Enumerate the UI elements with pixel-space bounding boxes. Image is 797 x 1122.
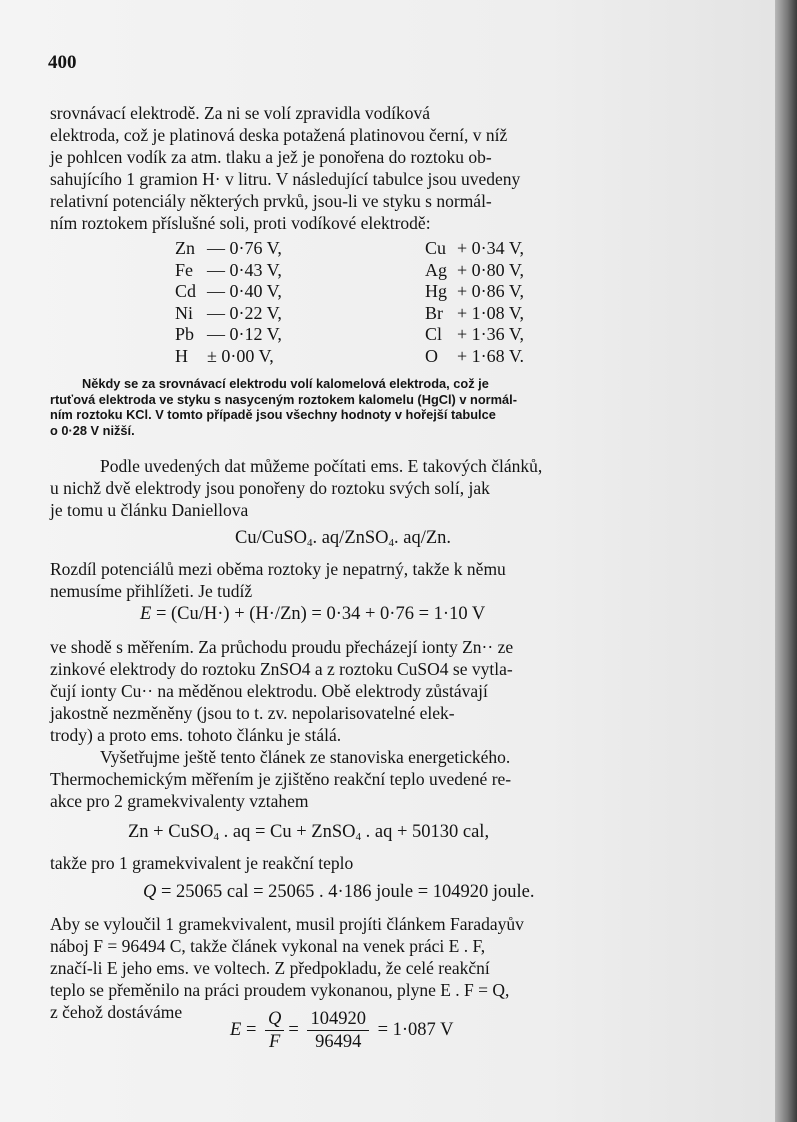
equation-part: = 25065 cal = 25065 . 4·186 joule = 104920 joule. <box>161 882 535 902</box>
potential-value: ± 0·00 V, <box>207 345 274 366</box>
equation-part: = (Cu/H·) + (H·/Zn) = 0·34 + 0·76 = 1·10 V <box>155 604 486 624</box>
denominator: 96494 <box>315 1032 362 1052</box>
element-symbol: Ni <box>175 302 193 323</box>
potential-value: — 0·12 V, <box>207 324 282 344</box>
text-line: ním roztoku KCl. V tomto případě jsou všechny hodnoty v hořejší tabulce <box>50 407 496 422</box>
paragraph-ions <box>50 636 678 812</box>
text-line: značí-li E jeho ems. ve voltech. Z předpokladu, že celé reakční <box>50 958 490 978</box>
paragraph-faraday <box>50 913 678 1023</box>
equation-part: Zn + CuSO <box>128 822 214 842</box>
text-line: Rozdíl potenciálů mezi oběma roztoky je nepatrný, takže k němu <box>50 559 506 579</box>
text-line: sahujícího 1 gramion H· v litru. V následující tabulce jsou uvedeny <box>50 169 521 189</box>
numerator: 104920 <box>307 1008 369 1031</box>
equation-part: . aq/Zn. <box>394 528 452 548</box>
text-line: Někdy se za srovnávací elektrodu volí kalomelová elektroda, což je <box>82 376 489 391</box>
text-line: zinkové elektrody do roztoku ZnSO4 a z roztoku CuSO4 se vytla- <box>50 659 513 679</box>
equation-part: . aq/ZnSO <box>312 528 389 548</box>
element-symbol: Cu <box>425 238 447 258</box>
numerator: Q <box>265 1008 284 1031</box>
text-line: elektroda, což je platinová deska potažená platinovou černí, v níž <box>50 125 508 145</box>
potential-value: + 1·08 V, <box>457 302 524 323</box>
element-symbol: Fe <box>175 259 193 280</box>
potential-value: — 0·22 V, <box>207 302 282 323</box>
text-line: teplo se přeměnilo na práci proudem vykonanou, plyne E . F = Q, <box>50 980 510 1000</box>
potentials-left-column <box>175 238 435 367</box>
text-line: relativní potenciály některých prvků, jsou-li ve styku s normál- <box>50 191 492 211</box>
equation-variable: E <box>230 1019 242 1040</box>
page-number: 400 <box>48 52 77 73</box>
paragraph-potential-difference <box>50 558 678 602</box>
text-line: rtuťová elektroda ve styku s nasyceným roztokem kalomelu (HgCl) v normál- <box>50 391 517 407</box>
subscript: 4 <box>213 831 219 843</box>
fraction-numeric <box>307 1008 369 1053</box>
element-symbol: O <box>425 345 438 366</box>
element-symbol: Pb <box>175 324 195 344</box>
equation-part: . aq = Cu + ZnSO <box>218 822 356 842</box>
paragraph-daniell <box>50 455 678 521</box>
subscript: 4 <box>388 537 395 549</box>
text-line: akce pro 2 gramekvivalenty vztahem <box>50 791 309 811</box>
text-line: srovnávací elektrodě. Za ni se volí zpravidla vodíková <box>50 103 431 123</box>
element-symbol: H <box>175 345 188 366</box>
text-line: z čehož dostáváme <box>50 1002 183 1022</box>
potential-value: + 0·34 V, <box>457 238 524 258</box>
equation-emf <box>140 604 485 625</box>
element-symbol: Ag <box>425 259 447 280</box>
text-line: náboj F = 96494 C, takže článek vykonal na venek práci E . F, <box>50 936 486 956</box>
potential-value: — 0·40 V, <box>207 281 282 301</box>
equation-heat <box>143 882 535 903</box>
equation-variable: Q <box>143 882 157 902</box>
text-line: čují ionty Cu·· na měděnou elektrodu. Obě elektrody zůstávají <box>50 681 488 701</box>
text-line: trody) a proto ems. tohoto článku je stálá. <box>50 725 342 745</box>
element-symbol: Cl <box>425 324 443 344</box>
equation-reaction <box>128 822 489 843</box>
text-line: ním roztokem příslušné soli, proti vodíkové elektrodě: <box>50 213 431 233</box>
denominator: F <box>269 1032 281 1052</box>
footnote-paragraph <box>50 376 675 438</box>
text-line: je pohlcen vodík za atm. tlaku a jež je ponořena do roztoku ob- <box>50 147 492 167</box>
text-line: Vyšetřujme ještě tento článek ze stanoviska energetického. <box>100 747 511 767</box>
text-line: Aby se vyloučil 1 gramekvivalent, musil projíti článkem Faradayův <box>50 914 524 934</box>
text-line: jakostně nezměněny (jsou to t. zv. nepolarisovatelné elek- <box>50 703 455 723</box>
text-line: nemusíme přihlížeti. Je tudíž <box>50 581 253 601</box>
fraction-q-over-f <box>265 1008 284 1053</box>
paragraph-heat <box>50 852 678 874</box>
element-symbol: Cd <box>175 281 197 301</box>
potential-value: — 0·43 V, <box>207 259 282 280</box>
text-line: Podle uvedených dat můžeme počítati ems. E takových článků, <box>100 456 543 476</box>
potential-value: + 0·86 V, <box>457 281 524 301</box>
text-line: je tomu u článku Daniellova <box>50 500 249 520</box>
text-line: o 0·28 V nižší. <box>50 422 135 438</box>
equation-final: E = $\frac{Q}{F}$ = $\frac{104920}{96494}$ = 1·087 V <box>230 1009 454 1052</box>
intro-paragraph <box>50 102 678 234</box>
potential-value: — 0·76 V, <box>207 238 282 258</box>
subscript: 4 <box>306 537 313 549</box>
equation-part: Cu/CuSO <box>235 528 307 548</box>
element-symbol: Br <box>425 302 443 323</box>
equation-cell <box>235 528 451 549</box>
text-line: u nichž dvě elektrody jsou ponořeny do roztoku svých solí, jak <box>50 478 490 498</box>
text-line: Thermochemickým měřením je zjištěno reakční teplo uvedené re- <box>50 769 512 789</box>
element-symbol: Zn <box>175 238 195 258</box>
book-spine-shadow <box>775 0 797 1122</box>
potential-value: + 0·80 V, <box>457 259 524 280</box>
subscript: 4 <box>355 831 361 843</box>
equation-variable: E <box>140 604 152 624</box>
text-line: takže pro 1 gramekvivalent je reakční teplo <box>50 853 354 873</box>
element-symbol: Hg <box>425 281 447 301</box>
equation-result: = 1·087 V <box>377 1019 454 1040</box>
potential-value: + 1·68 V. <box>457 345 524 366</box>
text-line: ve shodě s měřením. Za průchodu proudu přecházejí ionty Zn·· ze <box>50 637 514 657</box>
potential-value: + 1·36 V, <box>457 324 524 344</box>
equation-part: . aq + 50130 cal, <box>360 822 490 842</box>
potentials-right-column <box>425 238 685 367</box>
